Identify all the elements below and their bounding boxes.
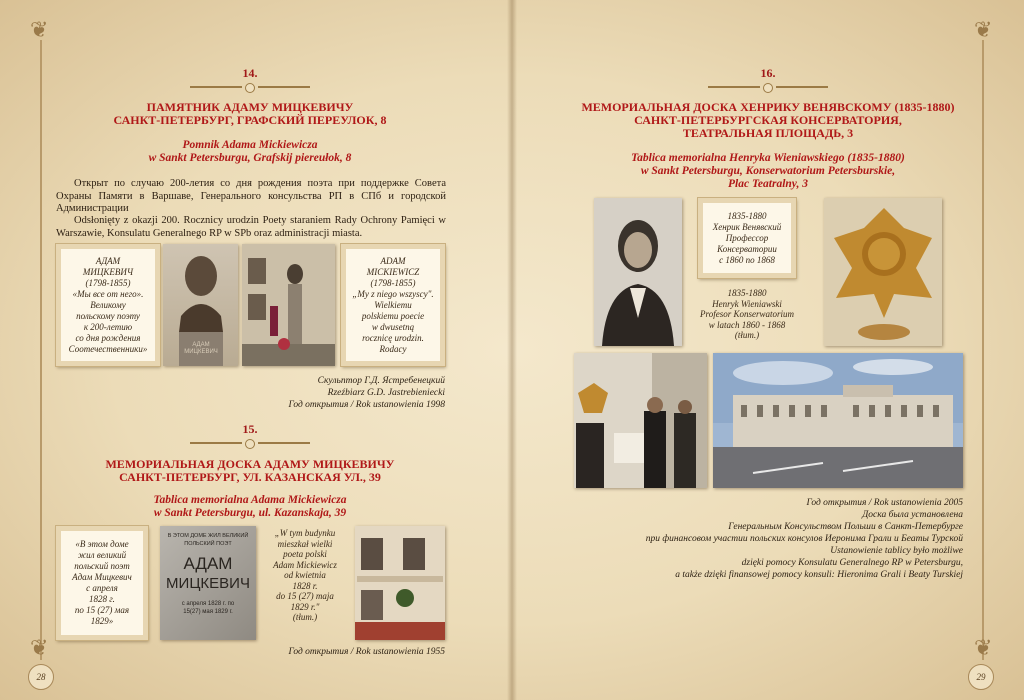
text-line: 1828 r. [292, 580, 318, 591]
monument-street-photo [242, 244, 335, 366]
plaque-text-ru [698, 198, 796, 278]
text-line: Rodacy [379, 343, 407, 354]
text-line: польскому поэту [76, 310, 140, 321]
page-number: 29 [968, 664, 994, 690]
section-number: 16. [760, 66, 776, 80]
text-line: poeta polski [283, 549, 327, 559]
text-line: ADAM [380, 255, 406, 266]
text-line: В ЭТОМ ДОМЕ ЖИЛ ВЕЛИКИЙ [167, 533, 249, 539]
text-line: Консерватории [717, 243, 777, 254]
text-line: Wielkiemu [374, 299, 412, 310]
wieniawski-portrait-photo [594, 198, 682, 346]
text-line: по 15 (27) мая [74, 605, 130, 615]
memorial-plaque-photo [824, 198, 942, 346]
text-line: АДАМ [95, 255, 121, 266]
text-line: od kwietnia [284, 570, 326, 580]
text-line: с апреля [86, 583, 118, 593]
text-line: (1798-1855) [370, 277, 416, 288]
credit-section15: Год открытия / Rok ustanowienia 1955 [288, 647, 445, 657]
section-title-pl: Pomnik Adama Mickiewicza w Sankt Petersburgu, Grafskij piereułok, 8 [148, 139, 352, 164]
text-line: «В этом доме [75, 539, 129, 549]
text-line: 1829» [90, 616, 114, 626]
divider-ornament [190, 438, 310, 448]
page-frame-left [40, 40, 42, 660]
text-line: mieszkał wielki [277, 538, 333, 549]
corner-ornament-icon: ❦ [30, 636, 49, 661]
divider-ornament [708, 82, 828, 92]
text-line: w latach 1860 - 1868 [708, 319, 786, 330]
text-line: Адам Мицкевич [72, 572, 132, 582]
stone-inscription [160, 532, 256, 616]
text-line: polskiemu poecie [361, 310, 425, 321]
section-title-pl: Tablica memorialna Adama Mickiewicza w Sankt Petersburgu, ul. Kazanskaja, 39 [153, 494, 347, 519]
text-line: АДАМ [183, 554, 233, 573]
memorial-stone-photo [160, 526, 256, 640]
page-frame-right [982, 40, 984, 660]
plaque-text-pl [262, 528, 348, 623]
text-line: жил великий [77, 550, 127, 560]
monument-bust-photo [163, 244, 238, 366]
text-line: со дня рождения [75, 332, 141, 343]
section-number: 14. [242, 66, 258, 80]
text-line: «Мы все от него». [72, 288, 144, 299]
building-facade-photo [355, 526, 445, 640]
text-line: MICKIEWICZ [366, 266, 420, 277]
section-number: 15. [242, 422, 258, 436]
text-line: rocznicę urodzin. [362, 332, 424, 343]
text-line: Henryk Wieniawski [712, 298, 782, 309]
text-line: „My z niego wszyscy". [352, 288, 434, 299]
text-line: 1828 г. [89, 594, 115, 604]
section-title-ru: МЕМОРИАЛЬНАЯ ДОСКА АДАМУ МИЦКЕВИЧУ САНКТ-ПЕТЕРБУРГ, УЛ. КАЗАНСКАЯ УЛ., 39 [105, 457, 395, 484]
text-line: МИЦКЕВИЧ [166, 575, 250, 592]
text-line: (tłum.) [734, 330, 760, 340]
text-line: с апреля 1828 г. по [181, 601, 235, 607]
text-line: Великому [90, 299, 126, 310]
credit-section14: Скульптор Г.Д. Ястребенецкий Rzeźbiarz G.D. Jastrebieniecki Год открытия / Rok ustanowienia 1998 [288, 376, 445, 410]
plaque-text-ru [56, 244, 160, 366]
ceremony-photo [574, 353, 707, 488]
text-line: 1835-1880 [727, 288, 767, 298]
text-line: Профессор [725, 232, 769, 243]
text-line: Соотечественники» [68, 343, 148, 354]
divider-ornament [190, 82, 310, 92]
body-paragraph-pl: Odsłonięty z okazji 200. Rocznicy urodzin Poety staraniem Rady Ochrony Pamięci w Warszawie, Konsulatu Generalnego RP w SPb oraz administracji miasta. [56, 215, 446, 239]
corner-ornament-icon: ❦ [30, 18, 49, 43]
text-line: ПОЛЬСКИЙ ПОЭТ [184, 541, 232, 547]
text-line: Хенрик Венявский [712, 221, 782, 232]
text-line: 1829 r." [290, 601, 320, 612]
plaque-text-pl [341, 244, 445, 366]
text-line: (tłum.) [292, 612, 318, 622]
plaque-text-ru [56, 526, 148, 640]
text-line: 15(27) мая 1829 г. [183, 609, 233, 615]
credit-section16: Год открытия / Rok ustanowienia 2005 Доска была установлена Генеральным Консульством Польши в Санкт-Петербурге при финансовом участии польских консулов Иеронима Грали и Беаты Турской Ustanowienie tablicy było możliwe dzięki pomocy Konsulatu Generalnego RP w Petersburgu, a także dzięki finansowej pomocy konsuli: Hieronima Grali i Beaty Turskiej [645, 498, 963, 580]
corner-ornament-icon: ❦ [974, 18, 993, 43]
body-paragraph-ru: Открыт по случаю 200-летия со дня рождения поэта при поддержке Совета Охраны Памяти в Варшаве, Генерального консульства РП в СПб и городской Администрации [56, 178, 446, 214]
text-line: с 1860 по 1868 [719, 254, 775, 265]
text-line: „W tym budynku [274, 528, 336, 538]
text-line: к 200-летию [83, 321, 133, 332]
text-line: (1798-1855) [85, 277, 131, 288]
text-line: Profesor Konserwatorium [700, 309, 794, 319]
text-line: do 15 (27) maja [276, 591, 334, 601]
section-title-ru: МЕМОРИАЛЬНАЯ ДОСКА ХЕНРИКУ ВЕНЯВСКОМУ (1835-1880) САНКТ-ПЕТЕРБУРГСКАЯ КОНСЕРВАТОРИЯ, ТЕАТРАЛЬНАЯ ПЛОЩАДЬ, 3 [581, 100, 955, 140]
text-line: польский поэт [74, 561, 130, 571]
plaque-text-pl [692, 288, 802, 341]
section-title-pl: Tablica memorialna Henryka Wieniawskiego (1835-1880) w Sankt Petersburgu, Konserwatorium Petersburskie, Plac Teatralny, 3 [631, 152, 905, 190]
text-line: Adam Mickiewicz [273, 559, 337, 570]
page-number: 28 [28, 664, 54, 690]
right-page [512, 0, 1024, 700]
text-line: 1835-1880 [727, 210, 767, 221]
conservatory-building-photo [713, 353, 963, 488]
corner-ornament-icon: ❦ [974, 636, 993, 661]
text-line: w dwusetną [371, 321, 415, 332]
bust-inscription: АДАМ МИЦКЕВИЧ [184, 342, 218, 355]
text-line: МИЦКЕВИЧ [82, 266, 134, 277]
section-title-ru: ПАМЯТНИК АДАМУ МИЦКЕВИЧУ САНКТ-ПЕТЕРБУРГ, ГРАФСКИЙ ПЕРЕУЛОК, 8 [113, 100, 387, 127]
